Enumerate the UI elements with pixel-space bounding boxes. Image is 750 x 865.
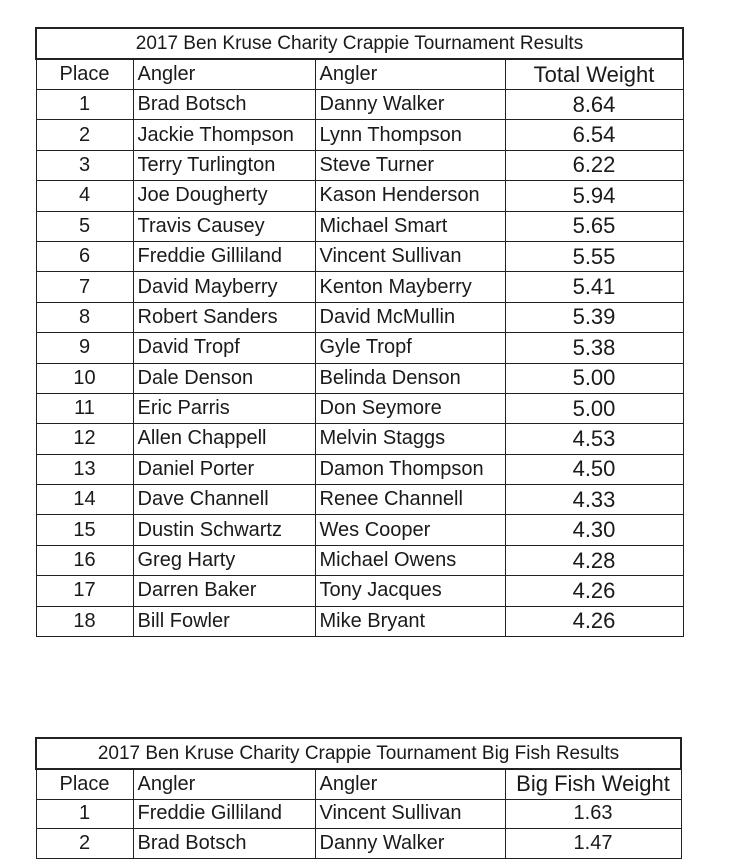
angler-column-header: Angler [315,59,505,90]
weight-cell: 5.55 [505,241,683,271]
weight-cell: 5.39 [505,302,683,332]
place-cell: 1 [36,799,133,829]
angler-cell: Michael Smart [315,211,505,241]
bigfish-table-body [36,799,681,858]
table-row [36,515,683,545]
table-row [36,606,683,636]
weight-cell: 1.63 [505,799,681,829]
results-header-row [36,59,683,90]
place-cell: 7 [36,272,133,302]
place-cell: 2 [36,120,133,150]
table-row [36,272,683,302]
angler-cell: Vincent Sullivan [315,799,505,829]
place-cell: 18 [36,606,133,636]
weight-cell: 4.33 [505,485,683,515]
table-row [36,363,683,393]
place-cell: 8 [36,302,133,332]
table-row [36,576,683,606]
angler-cell: Darren Baker [133,576,315,606]
place-cell: 9 [36,333,133,363]
angler-cell: Michael Owens [315,545,505,575]
big-fish-weight-column-header: Big Fish Weight [505,769,681,799]
angler-cell: Joe Dougherty [133,181,315,211]
weight-cell: 4.30 [505,515,683,545]
angler-column-header: Angler [315,769,505,799]
angler-cell: Danny Walker [315,829,505,859]
angler-cell: Damon Thompson [315,454,505,484]
bigfish-header-row [36,769,681,799]
tournament-results-table [35,27,684,637]
angler-cell: Bill Fowler [133,606,315,636]
place-column-header: Place [36,769,133,799]
weight-cell: 5.94 [505,181,683,211]
angler-cell: David McMullin [315,302,505,332]
angler-cell: Lynn Thompson [315,120,505,150]
angler-cell: Terry Turlington [133,150,315,180]
weight-cell: 5.65 [505,211,683,241]
angler-cell: Dustin Schwartz [133,515,315,545]
table-row [36,424,683,454]
angler-cell: Mike Bryant [315,606,505,636]
angler-cell: David Mayberry [133,272,315,302]
place-cell: 17 [36,576,133,606]
place-cell: 2 [36,829,133,859]
angler-cell: Renee Channell [315,485,505,515]
weight-cell: 8.64 [505,90,683,120]
place-cell: 13 [36,454,133,484]
place-cell: 10 [36,363,133,393]
weight-cell: 4.26 [505,606,683,636]
angler-cell: Brad Botsch [133,829,315,859]
table-row [36,829,681,859]
weight-cell: 6.22 [505,150,683,180]
place-cell: 5 [36,211,133,241]
table-row [36,150,683,180]
angler-cell: Tony Jacques [315,576,505,606]
weight-cell: 4.28 [505,545,683,575]
angler-cell: Freddie Gilliland [133,799,315,829]
angler-column-header: Angler [133,59,315,90]
angler-cell: Brad Botsch [133,90,315,120]
results-table-title: 2017 Ben Kruse Charity Crappie Tournament Results [36,28,683,59]
table-row [36,454,683,484]
table-row [36,211,683,241]
total-weight-column-header: Total Weight [505,59,683,90]
big-fish-results-table [35,737,682,859]
table-row [36,485,683,515]
angler-cell: Allen Chappell [133,424,315,454]
angler-cell: David Tropf [133,333,315,363]
table-row [36,545,683,575]
place-cell: 4 [36,181,133,211]
angler-cell: Melvin Staggs [315,424,505,454]
angler-cell: Dale Denson [133,363,315,393]
angler-cell: Wes Cooper [315,515,505,545]
table-row [36,333,683,363]
table-row [36,302,683,332]
place-column-header: Place [36,59,133,90]
angler-cell: Robert Sanders [133,302,315,332]
results-table-body [36,90,683,637]
angler-column-header: Angler [133,769,315,799]
weight-cell: 1.47 [505,829,681,859]
table-row [36,90,683,120]
angler-cell: Don Seymore [315,393,505,423]
place-cell: 6 [36,241,133,271]
angler-cell: Freddie Gilliland [133,241,315,271]
table-row [36,393,683,423]
angler-cell: Kenton Mayberry [315,272,505,302]
place-cell: 16 [36,545,133,575]
angler-cell: Danny Walker [315,90,505,120]
angler-cell: Vincent Sullivan [315,241,505,271]
angler-cell: Dave Channell [133,485,315,515]
weight-cell: 5.00 [505,393,683,423]
table-row [36,181,683,211]
place-cell: 1 [36,90,133,120]
angler-cell: Travis Causey [133,211,315,241]
angler-cell: Steve Turner [315,150,505,180]
weight-cell: 5.00 [505,363,683,393]
angler-cell: Belinda Denson [315,363,505,393]
angler-cell: Kason Henderson [315,181,505,211]
angler-cell: Greg Harty [133,545,315,575]
place-cell: 11 [36,393,133,423]
weight-cell: 4.26 [505,576,683,606]
table-row [36,799,681,829]
weight-cell: 4.53 [505,424,683,454]
weight-cell: 5.38 [505,333,683,363]
table-row [36,120,683,150]
table-row [36,241,683,271]
place-cell: 3 [36,150,133,180]
place-cell: 14 [36,485,133,515]
angler-cell: Jackie Thompson [133,120,315,150]
weight-cell: 5.41 [505,272,683,302]
place-cell: 15 [36,515,133,545]
angler-cell: Daniel Porter [133,454,315,484]
weight-cell: 4.50 [505,454,683,484]
place-cell: 12 [36,424,133,454]
weight-cell: 6.54 [505,120,683,150]
angler-cell: Gyle Tropf [315,333,505,363]
bigfish-table-title: 2017 Ben Kruse Charity Crappie Tournament Big Fish Results [36,738,681,769]
angler-cell: Eric Parris [133,393,315,423]
